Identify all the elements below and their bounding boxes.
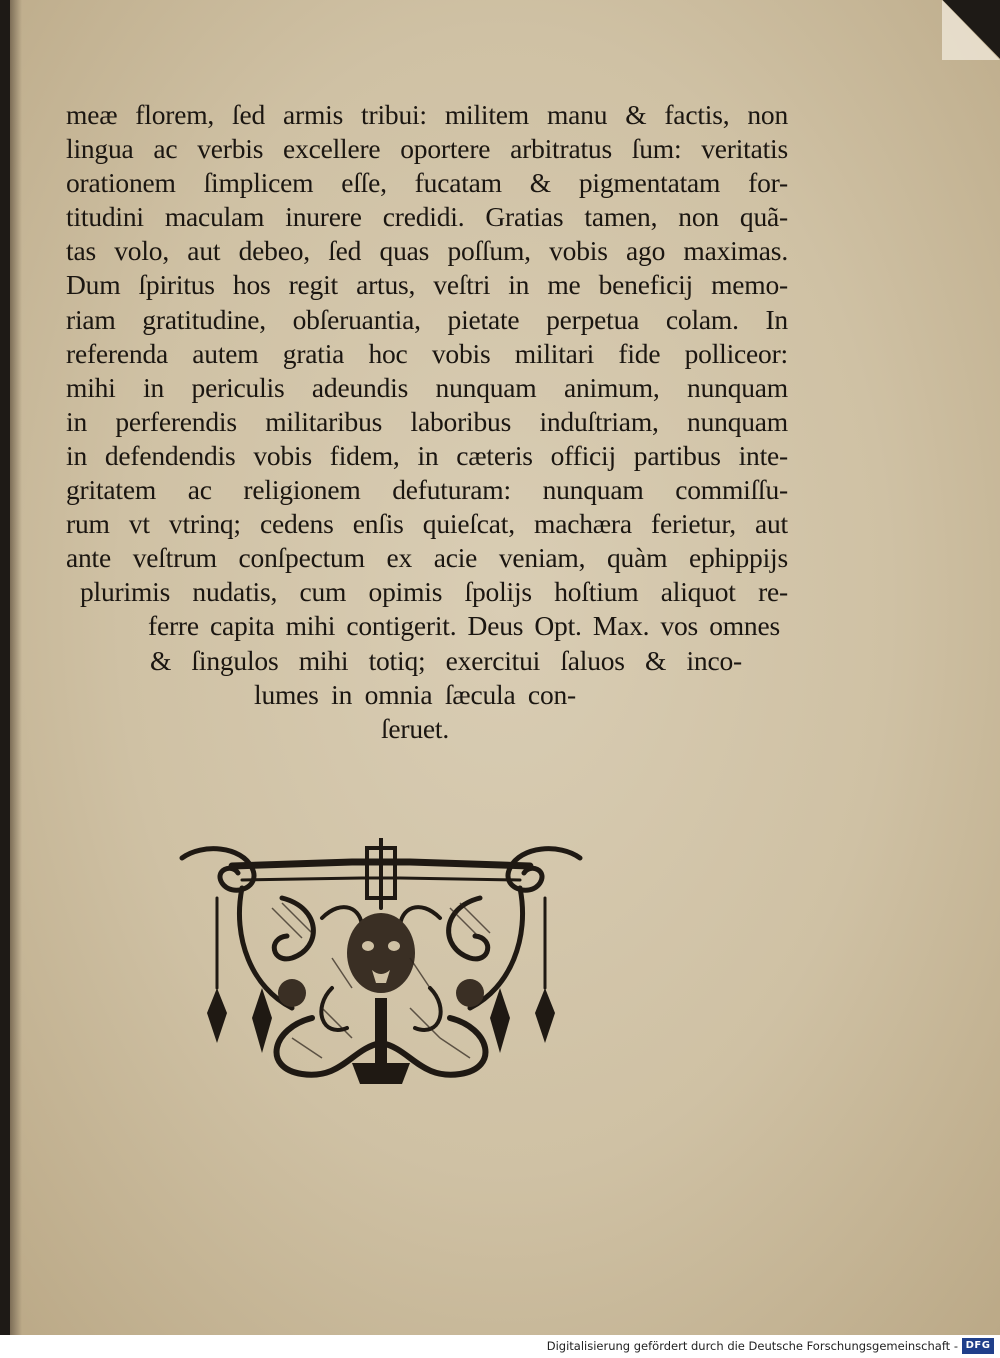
page-gutter-shadow — [10, 0, 22, 1335]
text-line: gritatem ac religionem defuturam: nunquam commiſſu- — [66, 474, 788, 506]
text-line: Dum ſpiritus hos regit artus, veſtri in me beneficij memo- — [66, 269, 788, 301]
dfg-logo: DFG — [962, 1338, 994, 1354]
funding-credit: Digitalisierung gefördert durch die Deutsche Forschungsgemeinschaft - — [546, 1339, 958, 1353]
body-text — [66, 98, 788, 746]
footer-bar — [0, 1335, 1000, 1358]
text-line: meæ florem, ſed armis tribui: militem manu & factis, non — [66, 99, 788, 130]
text-line: riam gratitudine, obſeruantia, pietate perpetua colam. In — [66, 303, 788, 335]
text-line: referenda autem gratia hoc vobis militari fide polliceor: — [66, 337, 788, 369]
text-line: ſeruet. — [380, 712, 450, 744]
text-line: ferre capita mihi contigerit. Deus Opt. Max. vos omnes — [148, 610, 780, 642]
text-line: lumes in omnia ſæcula con- — [254, 678, 576, 710]
text-line: in defendendis vobis fidem, in cæteris officij partibus inte- — [66, 439, 788, 471]
text-line: orationem ſimplicem eſſe, fucatam & pigmentatam for- — [66, 167, 788, 199]
text-line: lingua ac verbis excellere oportere arbitratus ſum: veritatis — [66, 133, 788, 165]
text-line: & ſingulos mihi totiq; exercitui ſaluos & inco- — [150, 644, 742, 676]
text-line: ante veſtrum conſpectum ex acie veniam, quàm ephippijs — [66, 542, 788, 574]
text-line: in perferendis militaribus laboribus induſtriam, nunquam — [66, 405, 788, 437]
text-line: titudini maculam inurere credidi. Gratias tamen, non quã- — [66, 201, 788, 233]
text-line: tas volo, aut debeo, ſed quas poſſum, vobis ago maximas. — [66, 235, 788, 267]
text-line: rum vt vtrinq; cedens enſis quieſcat, machæra ferietur, aut — [66, 508, 788, 540]
text-line: mihi in periculis adeundis nunquam animum, nunquam — [66, 371, 788, 403]
text-line: plurimis nudatis, cum opimis ſpolijs hoſtium aliquot re- — [80, 576, 788, 608]
woodcut-ornament — [172, 838, 590, 1086]
